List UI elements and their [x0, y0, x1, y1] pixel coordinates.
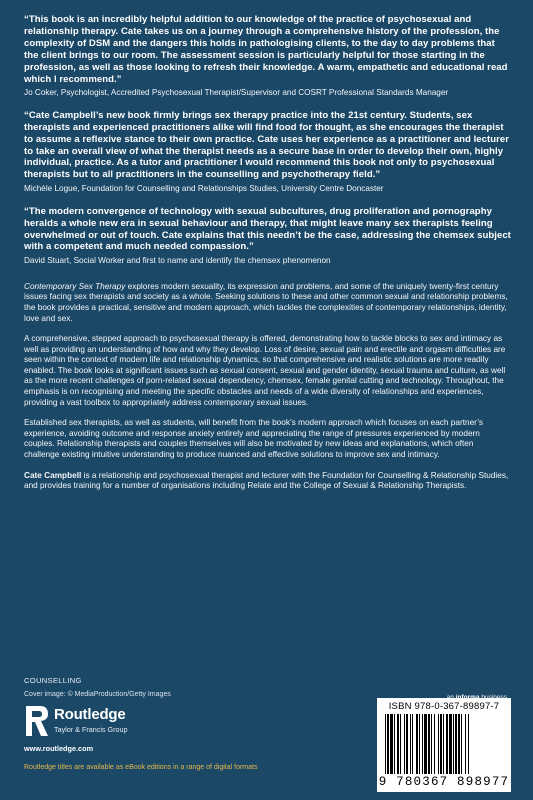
publisher-block	[24, 704, 224, 738]
isbn-label: ISBN 978-0-367-89897-7	[388, 701, 500, 712]
author-bio-text: is a relationship and psychosexual therapist and lecturer with the Foundation for Counselling & Relationship Studies, and provides training for a number of organisations including Relate and the College of Sexual & Relationship Therapists.	[24, 470, 509, 491]
barcode-bar	[416, 714, 418, 774]
barcode-bar	[440, 714, 442, 774]
barcode-number: 9 780367 898977	[378, 775, 510, 789]
description-paragraph-2: A comprehensive, stepped approach to psychosexual therapy is offered, demonstrating how to tackle blocks to sex and intimacy as well as providing an understanding of how and why they develop. Loss of desire, sexual pain and erectile and orgasm difficulties are seen within the context of modern life and relationship dynamics, so that comprehensive and realistic solutions are more readily enabled. The book looks at significant issues such as sexual consent, sexual and gender identity, sexual trauma and culture, as well as the more recent challenges of porn-related sexual dependency, chemsex, female genital cutting and technology. Throughout, the emphasis is on recognising and meeting the specific obstacles and needs of a wide diversity of relationships and experiences, providing a vast toolbox to appropriately address contemporary sexual issues.	[24, 334, 506, 407]
cover-image-credit: Cover image: © MediaProduction/Getty Images	[24, 691, 171, 698]
routledge-logo-icon	[24, 704, 50, 738]
barcode-bar	[449, 714, 452, 774]
barcode-icon	[383, 714, 505, 774]
description-paragraph-1-text: explores modern sexuality, its expression and problems, and some of the uniquely twenty-first century issues facing sex therapists and society as a whole. Seeking solutions to these and other common sexual and relationship problems, the book provides a practical, sensitive and modern approach, which tackles the complexities of contemporary relationships, identity, love and sex.	[24, 281, 508, 323]
publisher-group: Taylor & Francis Group	[54, 725, 128, 734]
review-attribution-1: Jo Coker, Psychologist, Accredited Psychosexual Therapist/Supervisor and COSRT Professional Standards Manager	[24, 88, 449, 98]
description-paragraph-1	[24, 282, 511, 324]
author-bio	[24, 471, 511, 492]
barcode-bar	[434, 714, 435, 774]
author-name: Cate Campbell	[24, 470, 82, 480]
review-quote-2: “Cate Campbell’s new book firmly brings sex therapy practice into the 21st century. Students, sex therapists and experienced practitioners alike will find food for thought, as she encourages the therapist to assume a reflexive stance to their own practice. Cate uses her experience as a practitioner and lecturer to take an overall view of what the therapist needs as a secure base in order to develop their own, highly individual, practice. As a tutor and practitioner I would recommend this book not only to psychosexual therapists but to all practitioners in the counselling and psychotherapy field.”	[24, 109, 510, 181]
barcode-bar	[455, 714, 457, 774]
barcode-bar	[404, 714, 405, 774]
barcode-bar	[424, 714, 427, 774]
barcode-bar	[431, 714, 432, 774]
barcode-bar	[419, 714, 420, 774]
barcode-bar	[422, 714, 423, 774]
back-cover-footer	[24, 676, 511, 800]
barcode-bar	[410, 714, 411, 774]
publisher-name: Routledge	[54, 706, 126, 723]
ebook-note: Routledge titles are available as eBook editions in a range of digital formats	[24, 764, 258, 771]
review-quote-1: “This book is an incredibly helpful addition to our knowledge of the practice of psychosexual and relationship therapy. Cate takes us on a journey through a comprehensive history of the profession, the complexity of DSM and the dangers this holds in pathologising clients, to the day to day problems that the client brings to our room. The assessment session is particularly helpful for those starting in the profession, as well as those looking to refresh their knowledge. A warm, empathetic and educational read which I recommend.”	[24, 14, 508, 85]
book-title-inline: Contemporary Sex Therapy	[24, 281, 126, 291]
review-quote-3: “The modern convergence of technology with sexual subcultures, drug proliferation and pornography heralds a whole new era in sexual behaviour and therapy, that might leave many sex therapists feeling overwhelmed or out of touch. Cate explains that this needn’t be the case, addressing the chemsex subject with a competent and much needed compassion.”	[24, 205, 511, 253]
barcode-bar	[397, 714, 399, 774]
barcode-bar	[390, 714, 393, 774]
subject-category: COUNSELLING	[24, 676, 82, 685]
barcode-bar	[461, 714, 462, 774]
barcode-bar	[453, 714, 454, 774]
barcode-bar	[465, 714, 466, 774]
review-attribution-2: Michèle Logue, Foundation for Counselling and Relationships Studies, University Centre Doncaster	[24, 184, 384, 194]
barcode-bar	[438, 714, 439, 774]
description-paragraph-3: Established sex therapists, as well as students, will benefit from the book’s modern approach which focuses on each partner’s experience, avoiding outcome and response anxiety entirely and appreciating the range of pressures experienced by modern couples. Relationship therapists and couples themselves will also be motivated by new ideas and explanations, which often challenge existing intuitive understanding to produce nuanced and effective solutions to improve sex and intimacy.	[24, 418, 484, 460]
review-attribution-3: David Stuart, Social Worker and first to name and identify the chemsex phenomenon	[24, 256, 331, 266]
barcode-bar	[458, 714, 460, 774]
barcode-bar	[406, 714, 408, 774]
barcode-bar	[428, 714, 430, 774]
isbn-barcode-box	[377, 698, 511, 792]
barcode-bar	[400, 714, 401, 774]
barcode-bar	[468, 714, 469, 774]
barcode-bar	[443, 714, 444, 774]
barcode-bar	[446, 714, 448, 774]
barcode-bar	[385, 714, 386, 774]
publisher-url[interactable]: www.routledge.com	[24, 744, 94, 753]
barcode-bar	[412, 714, 413, 774]
barcode-bar	[387, 714, 389, 774]
barcode-bar	[394, 714, 395, 774]
